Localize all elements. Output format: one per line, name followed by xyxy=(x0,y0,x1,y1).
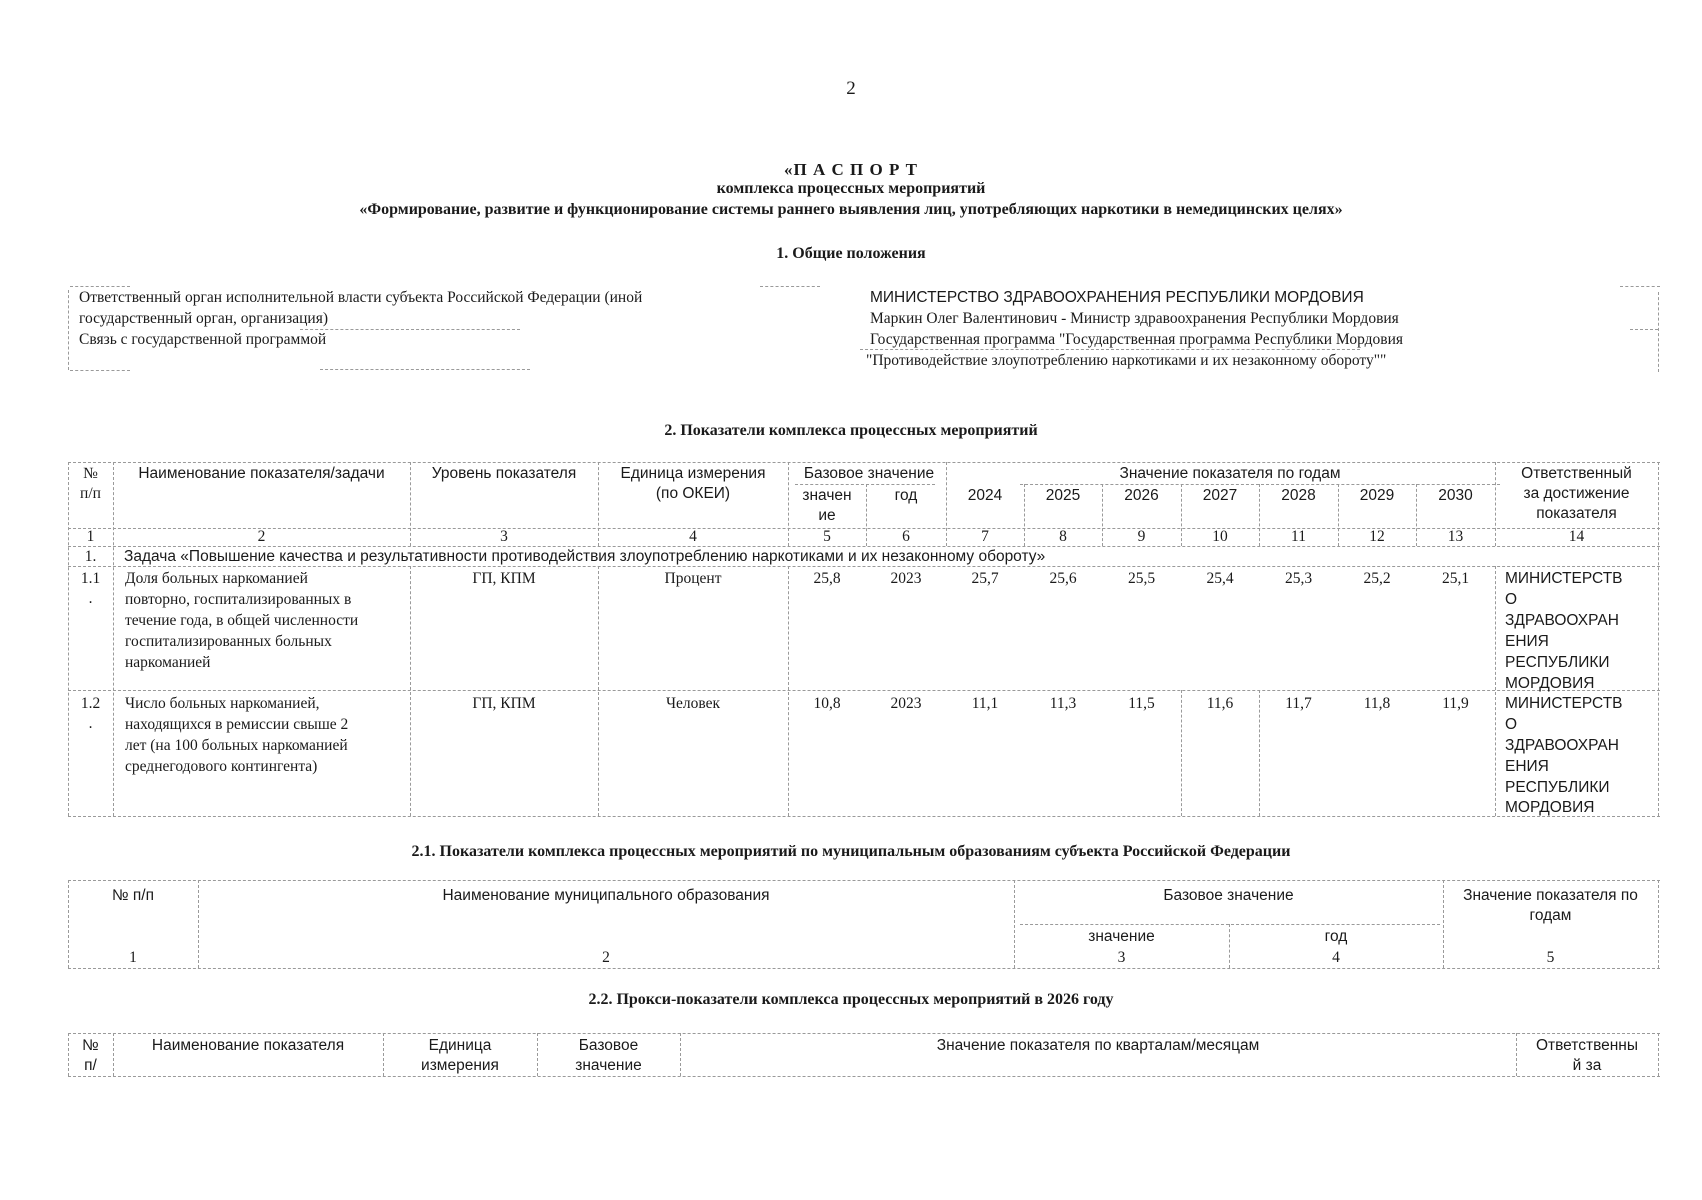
header-year-2027: 2027 xyxy=(1202,487,1238,504)
col-number: 1 xyxy=(86,528,95,545)
indicator-value-2024: 11,1 xyxy=(971,695,999,712)
municipal-header-years-2: годам xyxy=(1529,907,1572,924)
responsible-line: РЕСПУБЛИКИ xyxy=(1505,654,1610,671)
indicator-value-2027: 11,6 xyxy=(1206,695,1234,712)
municipal-header-name: Наименование муниципального образования xyxy=(442,887,770,904)
proxy-header-name: Наименование показателя xyxy=(151,1037,345,1054)
passport-title: «П А С П О Р Т xyxy=(784,160,918,179)
col-number: 13 xyxy=(1447,528,1464,545)
responsible-line: О xyxy=(1505,716,1518,733)
indicator-name-line: повторно, госпитализированных в xyxy=(125,591,352,608)
header-num-2: п/п xyxy=(80,485,101,502)
proxy-header-base-1: Базовое xyxy=(578,1037,639,1054)
section21-heading: 2.1. Показатели комплекса процессных мероприятий по муниципальным образованиям субъекта Российской Федерации xyxy=(411,843,1291,860)
header-unit-1: Единица измерения xyxy=(620,465,766,482)
col-number: 3 xyxy=(500,528,508,545)
indicator-name-line: течение года, в общей численности xyxy=(125,612,359,629)
row-number: 1.1 xyxy=(80,570,101,587)
header-base-value-2: ие xyxy=(818,507,836,524)
indicator-name-line: наркоманией xyxy=(125,654,211,671)
indicator-value-2030: 11,9 xyxy=(1442,695,1469,712)
col-number: 9 xyxy=(1137,528,1146,545)
indicator-name-line: Число больных наркоманией, xyxy=(125,695,320,712)
header-years-group: Значение показателя по годам xyxy=(1119,465,1341,482)
header-year-2028: 2028 xyxy=(1281,487,1316,504)
indicator-value-2025: 11,3 xyxy=(1049,695,1077,712)
col-number: 12 xyxy=(1369,528,1385,545)
indicator-value-2024: 25,7 xyxy=(971,570,999,587)
general-value-program-1: Государственная программа "Государственная программа Республики Мордовия xyxy=(870,331,1403,348)
col-number: 8 xyxy=(1059,528,1067,545)
general-value-ministry: МИНИСТЕРСТВО ЗДРАВООХРАНЕНИЯ РЕСПУБЛИКИ МОРДОВИЯ xyxy=(870,289,1364,306)
header-year-2024: 2024 xyxy=(967,487,1003,504)
proxy-header-num-2: п/ xyxy=(84,1057,97,1074)
section2-heading: 2. Показатели комплекса процессных мероприятий xyxy=(664,422,1038,439)
passport-subtitle: комплекса процессных мероприятий xyxy=(716,180,986,197)
header-base-value-1: значен xyxy=(802,487,852,504)
proxy-header-base-2: значение xyxy=(575,1057,642,1074)
header-base-year: год xyxy=(894,487,918,504)
header-year-2026: 2026 xyxy=(1124,487,1159,504)
header-year-2030: 2030 xyxy=(1438,487,1473,504)
general-label-responsible-2: государственный орган, организация) xyxy=(79,310,328,327)
header-unit-2: (по ОКЕИ) xyxy=(655,485,731,502)
general-value-program-2: "Противодействие злоупотреблению наркотиками и их незаконному обороту"" xyxy=(866,352,1387,369)
indicator-value-2028: 25,3 xyxy=(1284,570,1313,587)
col-number: 1 xyxy=(129,949,137,966)
col-number: 11 xyxy=(1291,528,1306,545)
municipal-header-num: № п/п xyxy=(111,887,155,904)
col-number: 3 xyxy=(1117,949,1126,966)
indicator-name-line: находящихся в ремиссии свыше 2 xyxy=(125,716,349,733)
indicator-level: ГП, КПМ xyxy=(472,695,536,712)
indicator-base-value: 25,8 xyxy=(813,570,841,587)
header-year-2029: 2029 xyxy=(1359,487,1395,504)
proxy-header-responsible-2: й за xyxy=(1572,1057,1602,1074)
indicator-value-2025: 25,6 xyxy=(1049,570,1077,587)
col-number: 5 xyxy=(1546,949,1555,966)
indicator-value-2029: 25,2 xyxy=(1363,570,1391,587)
header-responsible-3: показателя xyxy=(1536,505,1617,522)
proxy-header-unit-2: измерения xyxy=(421,1057,499,1074)
general-value-curator: Маркин Олег Валентинович - Министр здравоохранения Республики Мордовия xyxy=(870,310,1399,327)
municipal-header-base: Базовое значение xyxy=(1163,887,1294,904)
task-number: 1. xyxy=(84,548,97,565)
responsible-line: МОРДОВИЯ xyxy=(1505,799,1595,816)
row-number-dot: . xyxy=(88,715,93,732)
header-responsible-1: Ответственный xyxy=(1521,465,1632,482)
proxy-header-quarters: Значение показателя по кварталам/месяцам xyxy=(936,1037,1260,1054)
col-number: 5 xyxy=(823,528,831,545)
indicator-base-value: 10,8 xyxy=(813,695,841,712)
indicator-unit: Процент xyxy=(664,570,722,587)
passport-name: «Формирование, развитие и функционирование системы раннего выявления лиц, употребляющих наркотики в немедицинских целях» xyxy=(359,201,1343,218)
indicator-unit: Человек xyxy=(665,695,721,712)
indicator-value-2030: 25,1 xyxy=(1441,570,1470,587)
task-text: Задача «Повышение качества и результативности противодействия злоупотреблению наркотиками и их незаконному обороту» xyxy=(124,548,1046,565)
indicator-value-2026: 11,5 xyxy=(1128,695,1155,712)
responsible-line: ЕНИЯ xyxy=(1505,633,1549,650)
municipal-header-base-value: значение xyxy=(1088,928,1155,945)
header-num-1: № xyxy=(83,465,98,482)
col-number: 2 xyxy=(602,949,610,966)
responsible-line: ЗДРАВООХРАН xyxy=(1505,737,1619,754)
col-number: 4 xyxy=(689,528,697,545)
header-name: Наименование показателя/задачи xyxy=(138,465,385,482)
indicator-base-year: 2023 xyxy=(890,570,922,587)
col-number: 7 xyxy=(981,528,989,545)
proxy-header-responsible-1: Ответственны xyxy=(1535,1037,1639,1054)
indicator-base-year: 2023 xyxy=(890,695,922,712)
responsible-line: МОРДОВИЯ xyxy=(1505,675,1595,692)
responsible-line: РЕСПУБЛИКИ xyxy=(1505,779,1610,796)
row-number: 1.2 xyxy=(80,695,101,712)
general-label-program-link: Связь с государственной программой xyxy=(79,331,327,348)
indicator-value-2026: 25,5 xyxy=(1127,570,1156,587)
indicator-level: ГП, КПМ xyxy=(472,570,536,587)
header-level: Уровень показателя xyxy=(431,465,577,482)
col-number: 14 xyxy=(1568,528,1585,545)
responsible-line: О xyxy=(1505,591,1518,608)
responsible-line: ЕНИЯ xyxy=(1505,758,1549,775)
header-base: Базовое значение xyxy=(803,465,935,482)
col-number: 10 xyxy=(1212,528,1228,545)
header-responsible-2: за достижение xyxy=(1523,485,1630,502)
municipal-header-base-year: год xyxy=(1324,928,1348,945)
header-year-2025: 2025 xyxy=(1045,487,1081,504)
proxy-header-unit-1: Единица xyxy=(428,1037,492,1054)
proxy-header-num-1: № xyxy=(82,1037,99,1054)
indicator-name-line: Доля больных наркоманией xyxy=(125,570,308,587)
indicator-value-2029: 11,8 xyxy=(1363,695,1391,712)
indicator-name-line: среднегодового контингента) xyxy=(125,758,318,775)
row-number-dot: . xyxy=(88,590,93,607)
indicator-name-line: госпитализированных больных xyxy=(125,633,332,650)
responsible-line: МИНИСТЕРСТВ xyxy=(1505,695,1623,712)
responsible-line: ЗДРАВООХРАН xyxy=(1505,612,1619,629)
indicator-name-line: лет (на 100 больных наркоманией xyxy=(125,737,348,754)
col-number: 6 xyxy=(902,528,910,545)
indicator-value-2028: 11,7 xyxy=(1285,695,1312,712)
section22-heading: 2.2. Прокси-показатели комплекса процессных мероприятий в 2026 году xyxy=(588,991,1114,1008)
section1-heading: 1. Общие положения xyxy=(776,245,926,262)
indicator-value-2027: 25,4 xyxy=(1206,570,1234,587)
page-number: 2 xyxy=(846,78,856,99)
col-number: 4 xyxy=(1332,949,1340,966)
responsible-line: МИНИСТЕРСТВ xyxy=(1505,570,1623,587)
col-number: 2 xyxy=(257,528,266,545)
general-label-responsible-1: Ответственный орган исполнительной власти субъекта Российской Федерации (иной xyxy=(79,289,643,306)
municipal-header-years-1: Значение показателя по xyxy=(1463,887,1638,904)
